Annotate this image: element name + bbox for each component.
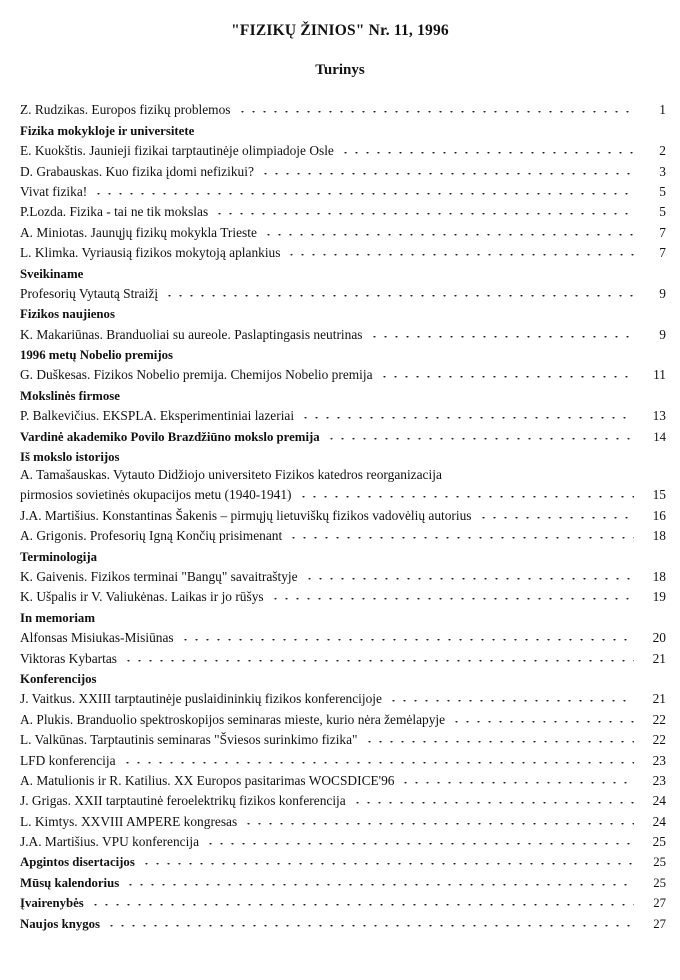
toc-entry [20,139,666,159]
toc-page-number: 3 [659,163,666,179]
toc-section [20,383,666,403]
dot-leader [400,782,634,785]
toc-section-title: Iš mokslo istorijos [20,450,120,465]
toc-section [20,870,666,890]
dot-leader [237,111,635,114]
toc-section-title: 1996 metų Nobelio premijos [20,348,173,363]
toc-entry [20,404,666,424]
dot-leader [364,741,634,744]
toc-page-number: 16 [652,507,666,523]
dot-leader [125,884,634,887]
toc-page-number: 5 [659,183,666,199]
toc-section [20,605,666,625]
toc-page-number: 7 [659,245,666,261]
toc-page-number: 25 [653,855,666,870]
toc-section [20,445,666,465]
toc-section [20,667,666,687]
toc-entry-title: A. Miniotas. Jaunųjų fizikų mokykla Trieste [20,224,257,240]
toc-page-number: 21 [652,650,666,666]
toc-page-number: 2 [659,143,666,159]
dot-leader [122,762,634,765]
toc-entry-title: A. Grigonis. Profesorių Igną Končių prisimenant [20,528,283,544]
toc-entry-title: LFD konferencija [20,752,116,768]
toc-page-number: 13 [652,408,666,424]
toc-entry [20,241,666,261]
toc-entry [20,465,666,483]
toc-section [20,424,666,444]
toc-entry [20,626,666,646]
toc-entry [20,707,666,727]
dot-leader [106,925,634,928]
toc-entry-title: P. Balkevičius. EKSPLA. Eksperimentiniai lazeriai [20,408,295,424]
toc-page-number: 24 [652,793,666,809]
toc-entry-title: pirmosios sovietinės okupacijos metu (1940-1941) [20,487,292,503]
toc-entry [20,200,666,220]
page-title: "FIZIKŲ ŽINIOS" Nr. 11, 1996 [231,22,449,39]
toc-page-number: 5 [659,204,666,220]
toc-entry [20,830,666,850]
toc-entry [20,769,666,789]
toc-entry [20,687,666,707]
toc-entry [20,789,666,809]
toc-page-number: 7 [659,224,666,240]
toc-section [20,891,666,911]
toc-entry-title: J. Vaitkus. XXIII tarptautinėje puslaidininkių fizikos konferencijoje [20,691,382,707]
toc-page-number: 25 [653,875,666,890]
toc-entry-title: K. Makariūnas. Branduoliai su aureole. Paslaptingasis neutrinas [20,326,363,342]
dot-leader [205,843,634,846]
toc-entry-title: P.Lozda. Fizika - tai ne tik mokslas [20,204,209,220]
toc-entry-title: E. Kuokštis. Jaunieji fizikai tarptautinėje olimpiadoje Osle [20,143,334,159]
toc-section [20,261,666,281]
dot-leader [388,700,634,703]
dot-leader [369,336,634,339]
dot-leader [451,721,634,724]
toc-entry-title: L. Klimka. Vyriausią fizikos mokytoją aplankius [20,245,281,261]
toc-entry [20,322,666,342]
toc-section-title: Sveikiname [20,266,84,281]
toc-page-number: 20 [652,630,666,646]
toc-entry-title: A. Plukis. Branduolio spektroskopijos seminaras mieste, kurio nėra žemėlapyje [20,711,446,727]
dot-leader [123,660,634,663]
toc-page-number: 18 [652,528,666,544]
dot-leader [260,173,634,176]
dot-leader [263,234,634,237]
dot-leader [352,802,634,805]
toc-section [20,911,666,931]
toc-entry [20,180,666,200]
toc-entry-title: A. Tamašauskas. Vytauto Didžiojo universiteto Fizikos katedros reorganizacija [20,467,442,483]
toc-entry [20,282,666,302]
toc-page-number: 9 [659,285,666,301]
dot-leader [340,152,634,155]
toc-entry-title: L. Valkūnas. Tarptautinis seminaras "Šviesos surinkimo fizika" [20,732,358,748]
dot-leader [326,438,634,441]
contents-heading: Turinys [315,62,365,78]
toc-entry-title: D. Grabauskas. Kuo fizika įdomi nefizikui? [20,163,254,179]
toc-section [20,850,666,870]
toc-page-number: 1 [659,102,666,118]
toc-section [20,302,666,322]
toc-entry [20,565,666,585]
toc-page-number: 21 [652,691,666,707]
toc-entry-title: K. Gaivenis. Fizikos terminai "Bangų" savaitraštyje [20,568,298,584]
dot-leader [214,213,634,216]
toc-entry [20,363,666,383]
toc-entry [20,524,666,544]
toc-entry-title: Viktoras Kybartas [20,650,117,666]
dot-leader [90,904,634,907]
toc-page-number: 9 [659,326,666,342]
toc-entry-title: Z. Rudzikas. Europos fizikų problemos [20,102,231,118]
toc-section-title: Fizikos naujienos [20,307,115,322]
toc-page-number: 22 [652,732,666,748]
toc-entry [20,728,666,748]
dot-leader [93,193,634,196]
toc-page-number: 24 [652,813,666,829]
toc-entry-title: Profesorių Vytautą Straižį [20,285,159,301]
toc-entry [20,646,666,666]
toc-entry [20,748,666,768]
toc-section [20,544,666,564]
dot-leader [141,863,634,866]
table-of-contents [20,98,666,932]
toc-section-title: Terminologija [20,549,98,564]
toc-entry [20,483,666,503]
toc-entry-title: J.A. Martišius. VPU konferencija [20,834,200,850]
dot-leader [300,417,634,420]
toc-page-number: 15 [652,487,666,503]
toc-section-title: Naujos knygos [20,916,101,931]
toc-section [20,118,666,138]
toc-entry-title: K. Ušpalis ir V. Valiukėnas. Laikas ir jo rūšys [20,589,264,605]
dot-leader [298,496,634,499]
toc-entry-title: G. Duškesas. Fizikos Nobelio premija. Chemijos Nobelio premija [20,367,373,383]
toc-entry [20,809,666,829]
dot-leader [243,823,634,826]
toc-section-title: Apgintos disertacijos [20,855,135,870]
toc-entry-title: Vivat fizika! [20,183,88,199]
dot-leader [304,578,634,581]
dot-leader [288,537,634,540]
toc-page-number: 18 [652,568,666,584]
dot-leader [164,295,634,298]
toc-section-title: In memoriam [20,610,95,625]
toc-entry [20,585,666,605]
toc-section-title: Mūsų kalendorius [20,875,120,890]
toc-page-number: 11 [653,367,666,383]
dot-leader [286,254,634,257]
toc-page-number: 14 [653,429,666,444]
toc-page-number: 23 [652,752,666,768]
toc-page-number: 19 [652,589,666,605]
dot-leader [180,639,634,642]
toc-page-number: 27 [653,916,666,931]
toc-page-number: 22 [652,711,666,727]
toc-section-title: Mokslinės firmose [20,388,120,403]
toc-entry-title: A. Matulionis ir R. Katilius. XX Europos pasitarimas WOCSDICE'96 [20,772,395,788]
toc-entry-title: Alfonsas Misiukas-Misiūnas [20,630,174,646]
toc-entry-title: L. Kimtys. XXVIII AMPERE kongresas [20,813,238,829]
toc-section-title: Konferencijos [20,671,97,686]
toc-page-number: 25 [652,834,666,850]
dot-leader [478,517,634,520]
toc-section-title: Vardinė akademiko Povilo Brazdžiūno mokslo premija [20,429,320,444]
toc-entry [20,159,666,179]
toc-entry [20,503,666,523]
toc-entry-title: J. Grigas. XXII tarptautinė feroelektrikų fizikos konferencija [20,793,346,809]
toc-entry [20,98,666,118]
toc-entry-title: J.A. Martišius. Konstantinas Šakenis – pirmųjų lietuviškų fizikos vadovėlių autorius [20,507,472,523]
toc-page-number: 23 [652,772,666,788]
toc-section-title: Fizika mokykloje ir universitete [20,123,195,138]
toc-section [20,343,666,363]
toc-section-title: Įvairenybės [20,896,84,911]
dot-leader [379,376,634,379]
dot-leader [270,598,634,601]
toc-page-number: 27 [653,896,666,911]
toc-entry [20,220,666,240]
